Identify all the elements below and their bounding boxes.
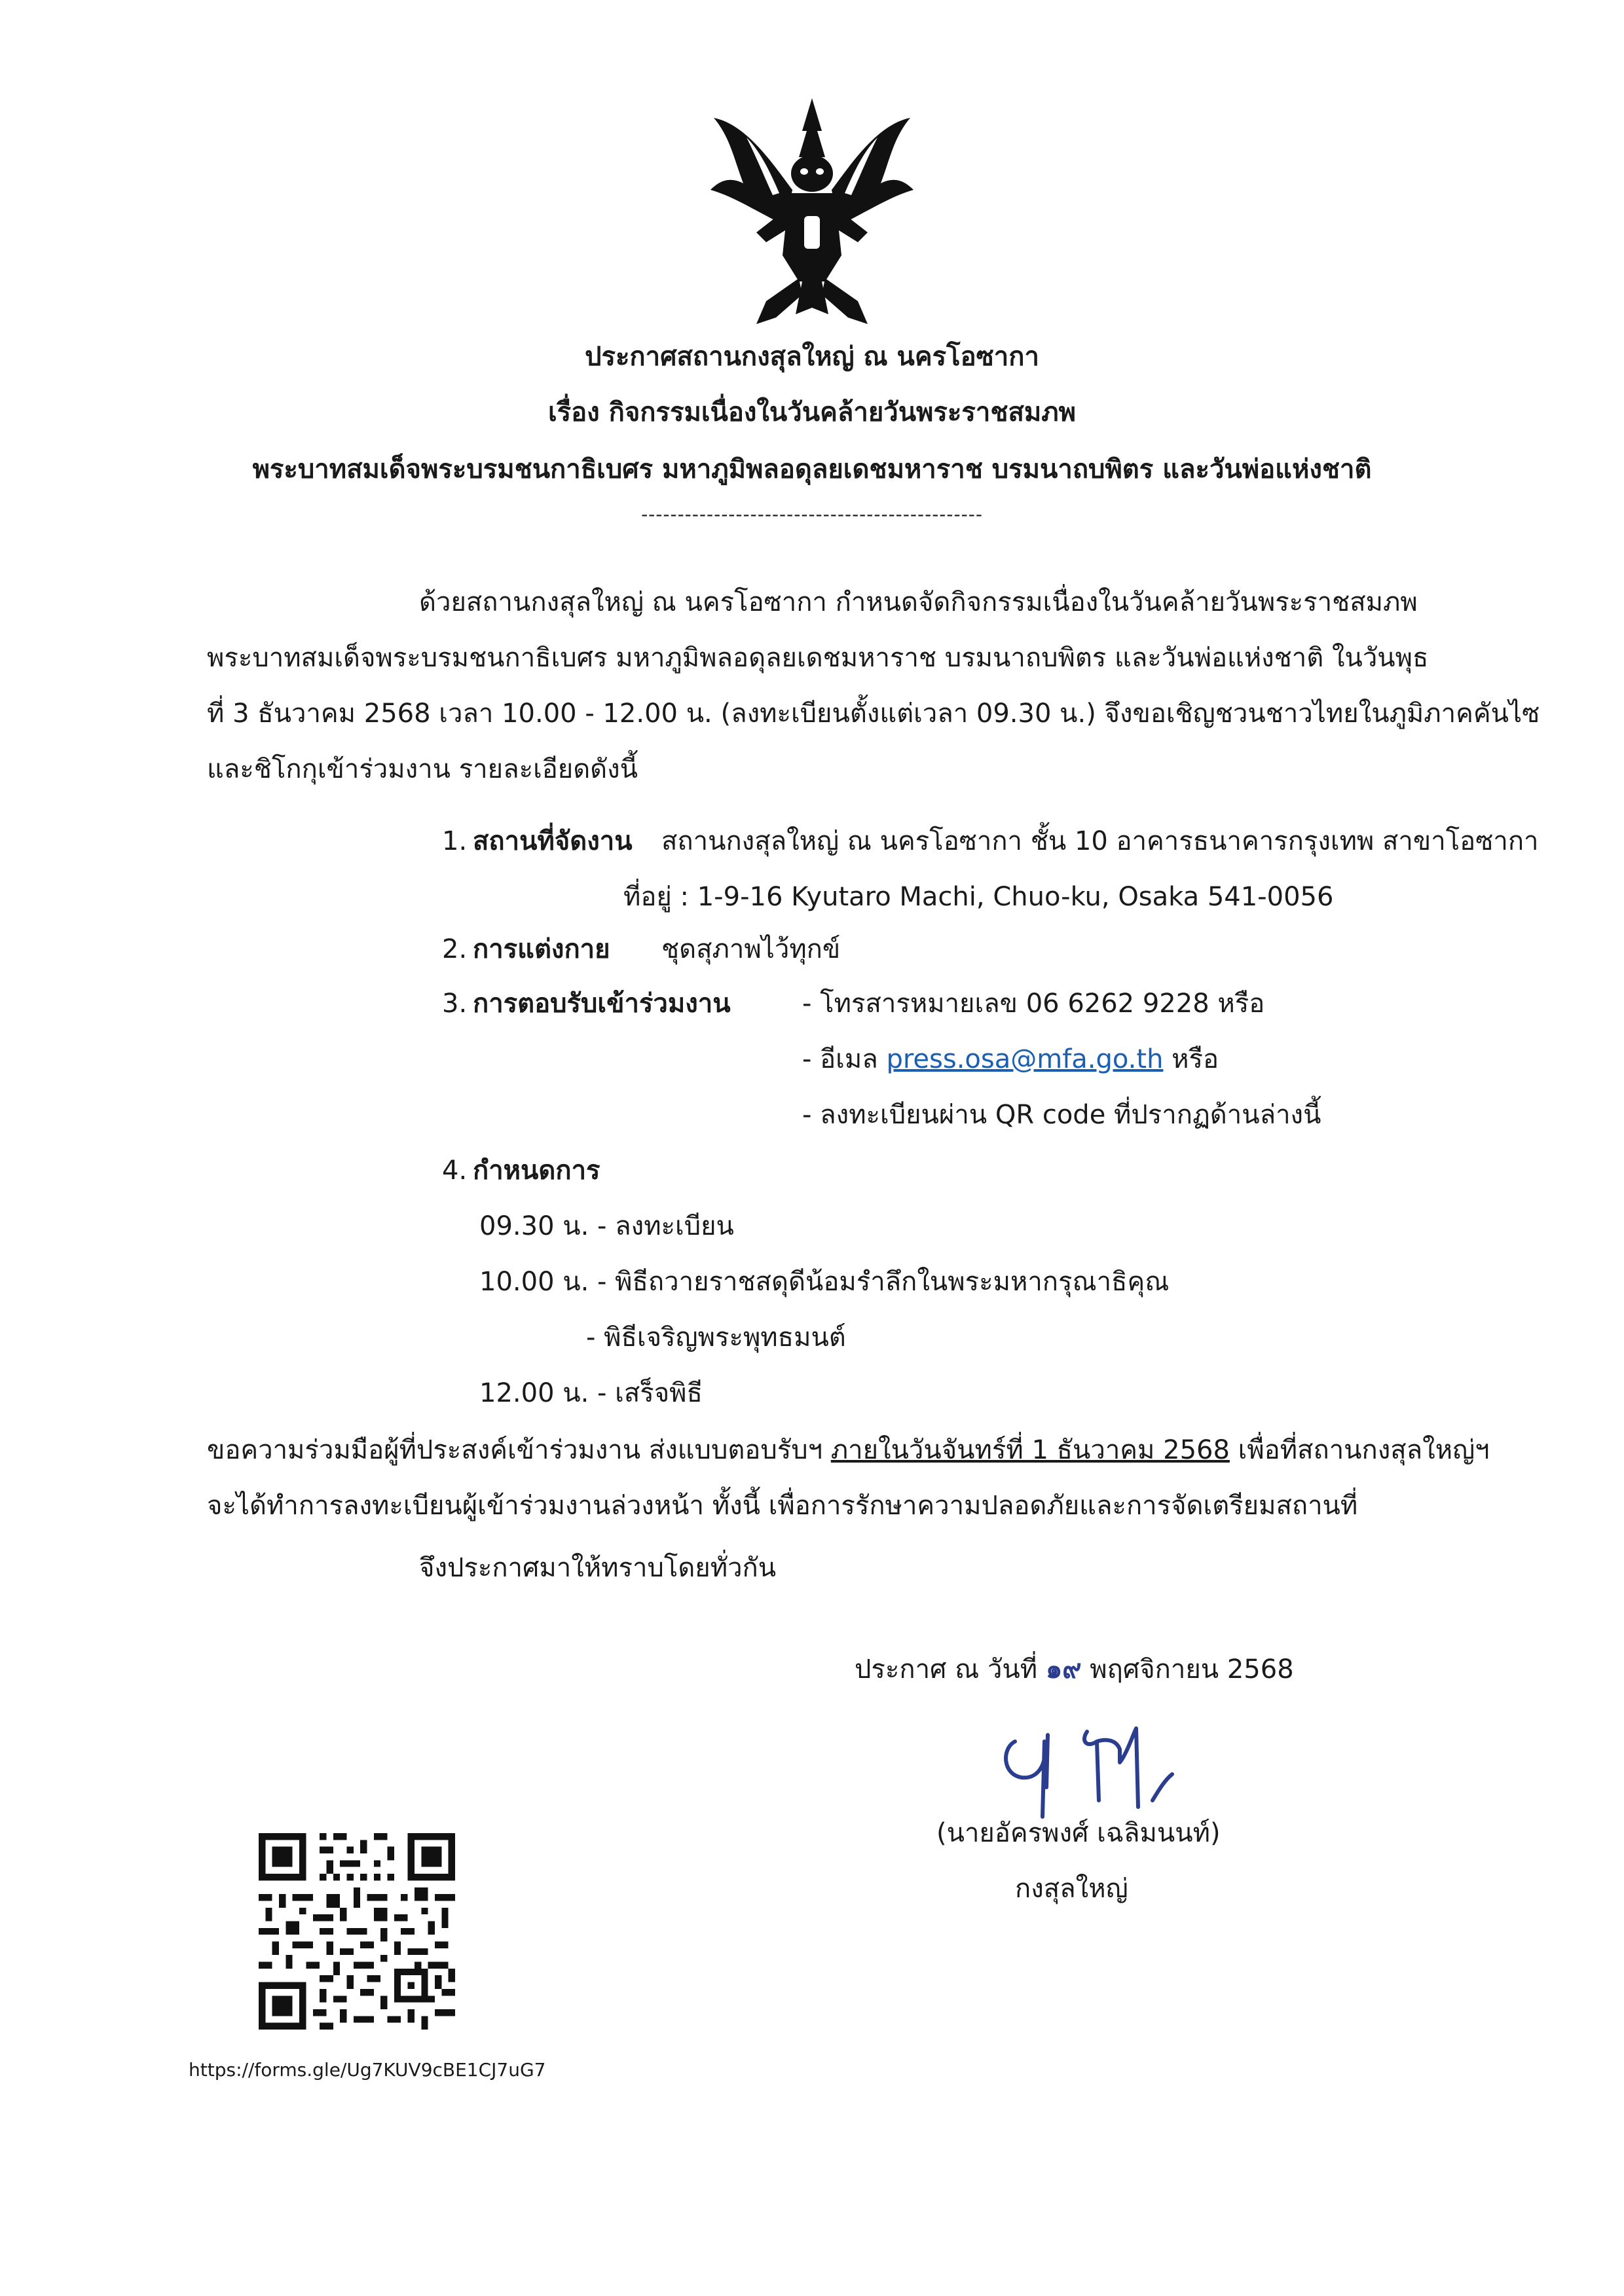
dress-value: ชุดสุภาพไว้ทุกข์ [661,934,841,964]
intro-line: และชิโกกุเข้าร่วมงาน รายละเอียดดังนี้ [207,754,638,784]
venue-address: ที่อยู่ : 1-9-16 Kyutaro Machi, Chuo-ku, Osaka 541-0056 [623,882,1334,912]
rsvp-label: การตอบรับเข้าร่วมงาน [473,989,731,1019]
date-suffix: พฤศจิกายน 2568 [1090,1654,1294,1685]
schedule-label: กำหนดการ [473,1156,600,1186]
item-number: 1. [442,826,468,856]
dress-label: การแต่งกาย [473,934,610,964]
email-link[interactable]: press.osa@mfa.go.th [886,1044,1164,1074]
signer-position: กงสุลใหญ่ [1015,1874,1128,1904]
date-prefix: ประกาศ ณ วันที่ [855,1654,1038,1685]
subject-continuation: พระบาทสมเด็จพระบรมชนกาธิเบศร มหาภูมิพลอดุลยเดชมหาราช บรมนาถบพิตร และวันพ่อแห่งชาติ [252,454,1372,484]
qr-url[interactable]: https://forms.gle/Ug7KUV9cBE1CJ7uG7 [189,2059,546,2081]
garuda-emblem-icon [694,85,930,334]
qr-code-icon[interactable] [259,1833,455,2030]
schedule-row: 12.00 น. - เสร็จพิธี [479,1378,703,1408]
closing-text: ขอความร่วมมือผู้ที่ประสงค์เข้าร่วมงาน ส่งแบบตอบรับฯ [207,1435,823,1465]
closing-text: เพื่อที่สถานกงสุลใหญ่ฯ [1238,1435,1490,1465]
item-number: 2. [442,934,468,964]
signer-name: (นายอัครพงศ์ เฉลิมนนท์) [936,1818,1221,1848]
intro-line: พระบาทสมเด็จพระบรมชนกาธิเบศร มหาภูมิพลอดุลยเดชมหาราช บรมนาถบพิตร และวันพ่อแห่งชาติ ในวันพุธ [207,643,1429,673]
closing-line: จะได้ทำการลงทะเบียนผู้เข้าร่วมงานล่วงหน้า ทั้งนี้ เพื่อการรักษาความปลอดภัยและการจัดเตรียมสถานที่ [207,1491,1358,1521]
venue-label: สถานที่จัดงาน [473,826,633,856]
closing-line [207,1437,1490,1463]
schedule-row: 09.30 น. - ลงทะเบียน [479,1211,734,1241]
item-number: 4. [442,1156,468,1186]
venue-value: สถานกงสุลใหญ่ ณ นครโอซากา ชั้น 10 อาคารธนาคารกรุงเทพ สาขาโอซากา [661,826,1539,856]
subject-line: เรื่อง กิจกรรมเนื่องในวันคล้ายวันพระราชสมภพ [547,397,1076,428]
deadline: ภายในวันจันทร์ที่ 1 ธันวาคม 2568 [830,1435,1230,1465]
announce-date [855,1656,1294,1683]
intro-line: ที่ 3 ธันวาคม 2568 เวลา 10.00 - 12.00 น. (ลงทะเบียนตั้งแต่เวลา 09.30 น.) จึงขอเชิญชวนชาวไทยในภูมิภาคคันไซ [207,699,1540,729]
schedule-row: 10.00 น. - พิธีถวายราชสดุดีน้อมรำลึกในพระมหากรุณาธิคุณ [479,1267,1170,1297]
closing-line: จึงประกาศมาให้ทราบโดยทั่วกัน [419,1553,777,1583]
rsvp-email-line [802,1046,1219,1072]
page-title: ประกาศสถานกงสุลใหญ่ ณ นครโอซากา [585,342,1039,372]
rsvp-fax: - โทรสารหมายเลข 06 6262 9228 หรือ [802,989,1265,1019]
rsvp-email-suffix: หรือ [1172,1044,1219,1074]
rsvp-qr: - ลงทะเบียนผ่าน QR code ที่ปรากฏด้านล่างนี้ [802,1100,1321,1130]
item-number: 3. [442,989,468,1019]
intro-line: ด้วยสถานกงสุลใหญ่ ณ นครโอซากา กำหนดจัดกิจกรรมเนื่องในวันคล้ายวันพระราชสมภพ [419,587,1418,617]
schedule-row: - พิธีเจริญพระพุทธมนต์ [586,1322,846,1353]
header-divider: ----------------------------------------------- [641,503,983,525]
date-day: ๑๙ [1045,1654,1082,1685]
signature-icon [989,1702,1225,1833]
rsvp-email-prefix: - อีเมล [802,1044,878,1074]
